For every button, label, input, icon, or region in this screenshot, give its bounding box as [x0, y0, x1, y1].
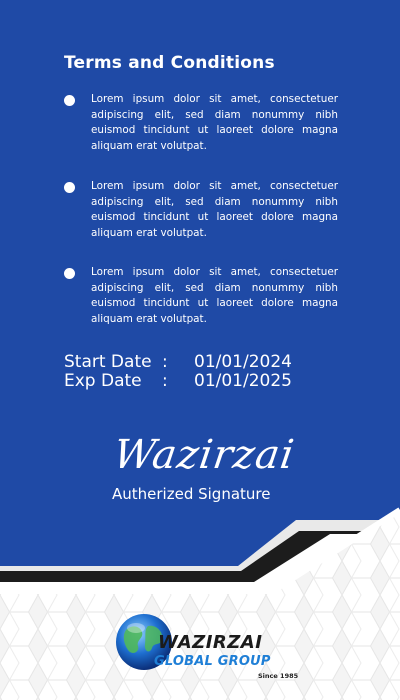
logo-subtitle [154, 654, 271, 669]
validity-dates [64, 353, 292, 391]
logo-wordmark: WAZIRZAI [158, 632, 263, 653]
exp-date-row [64, 372, 292, 391]
terms-title: Terms and Conditions [64, 53, 275, 73]
term-text: Lorem ipsum dolor sit amet, consectetuer adipiscing elit, sed diam nonummy nibh euismod tincidunt ut laoreet dolore magna aliquam erat volutpat. [91, 266, 338, 325]
separator: : [162, 352, 168, 372]
list-item [64, 179, 339, 241]
start-date-label: Start Date [64, 352, 152, 372]
term-text: Lorem ipsum dolor sit amet, consectetuer adipiscing elit, sed diam nonummy nibh euismod tincidunt ut laoreet dolore magna aliquam erat volutpat. [91, 93, 338, 152]
exp-date-label: Exp Date [64, 371, 142, 391]
signature: Wazirzai [110, 432, 298, 478]
logo-group: GROUP [217, 654, 271, 669]
signature-caption: Autherized Signature [112, 485, 271, 503]
list-item [64, 265, 339, 327]
exp-date-value: 01/01/2025 [194, 371, 292, 391]
logo-global: GLOBAL [154, 654, 213, 669]
term-text: Lorem ipsum dolor sit amet, consectetuer adipiscing elit, sed diam nonummy nibh euismod tincidunt ut laoreet dolore magna aliquam erat volutpat. [91, 180, 338, 239]
bullet-icon [64, 95, 75, 106]
separator: : [162, 371, 168, 391]
bullet-icon [64, 268, 75, 279]
start-date-row [64, 353, 292, 372]
start-date-value: 01/01/2024 [194, 352, 292, 372]
list-item [64, 92, 339, 154]
logo-since: Since 1985 [258, 672, 299, 680]
bullet-icon [64, 182, 75, 193]
